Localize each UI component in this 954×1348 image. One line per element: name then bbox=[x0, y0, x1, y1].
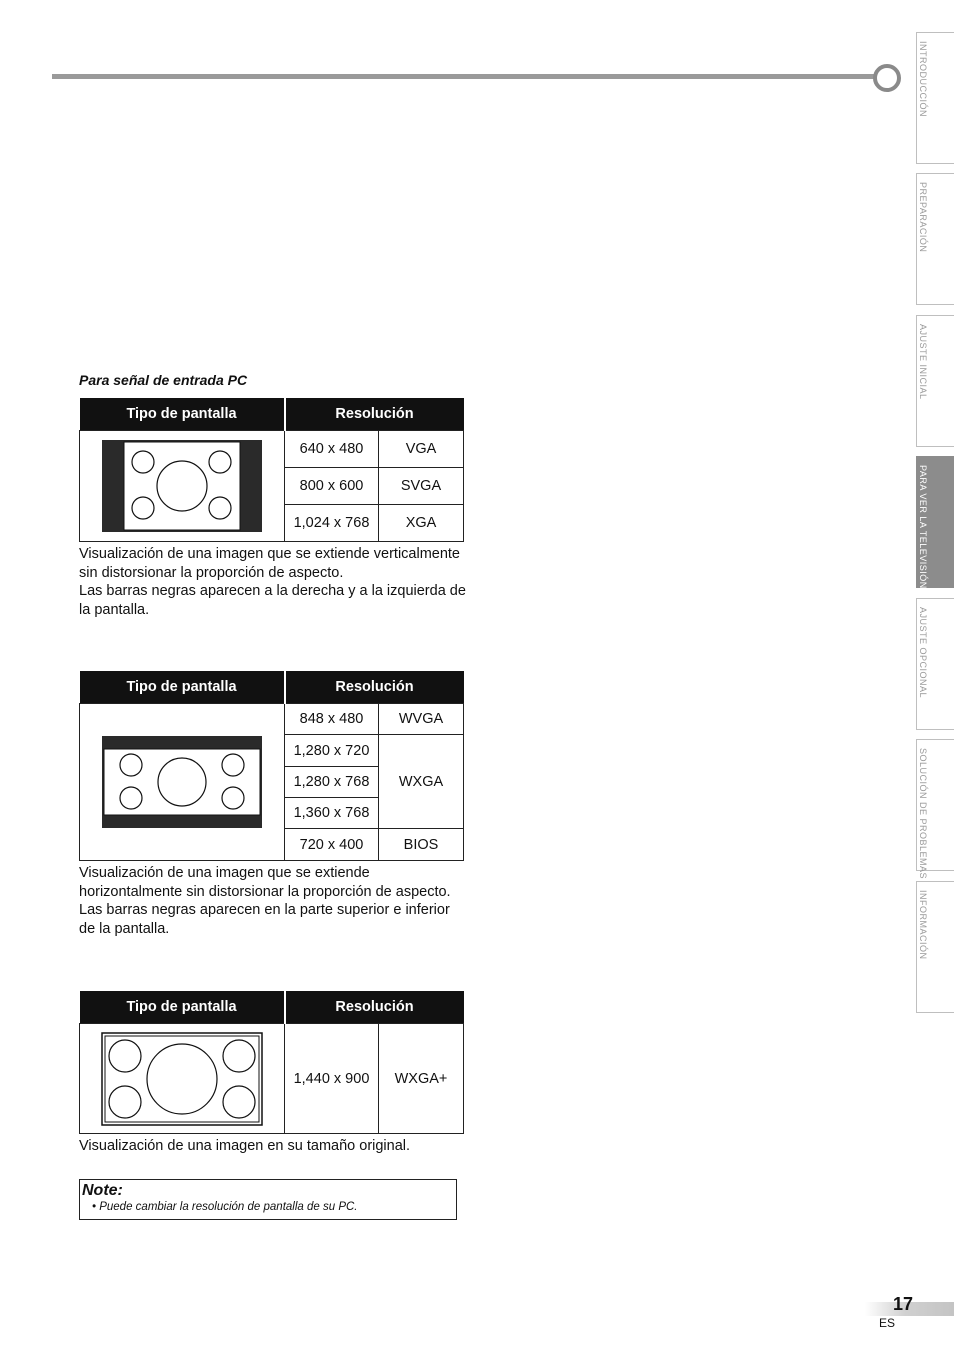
res-name: XGA bbox=[379, 505, 464, 542]
header-resolution: Resolución bbox=[285, 991, 464, 1024]
resolution-table-2 bbox=[79, 671, 464, 861]
screen-diagram-original bbox=[101, 1032, 263, 1126]
side-tab-para-ver-la-television[interactable]: PARA VER LA TELEVISIÓN bbox=[916, 456, 954, 588]
screen-diagram-pillarbox bbox=[102, 440, 262, 532]
res-value: 800 x 600 bbox=[285, 468, 379, 505]
res-value: 1,024 x 768 bbox=[285, 505, 379, 542]
res-value: 848 x 480 bbox=[285, 704, 379, 735]
res-name: WVGA bbox=[379, 704, 464, 735]
res-value: 720 x 400 bbox=[285, 829, 379, 861]
side-tab-solucion-de-problemas[interactable]: SOLUCIÓN DE PROBLEMAS bbox=[916, 739, 954, 871]
res-value: 1,280 x 768 bbox=[285, 767, 379, 798]
letterbox-diagram-cell bbox=[80, 704, 285, 861]
note-title: Note: bbox=[82, 1182, 123, 1199]
screen-diagram-letterbox bbox=[102, 736, 262, 828]
section-title: Para señal de entrada PC bbox=[79, 372, 248, 388]
header-screen-type: Tipo de pantalla bbox=[80, 398, 285, 431]
sidebar-bars-diagram bbox=[80, 431, 285, 542]
side-tab-informacion[interactable]: INFORMACIÓN bbox=[916, 881, 954, 1013]
res-name: WXGA bbox=[379, 735, 464, 829]
res-name: BIOS bbox=[379, 829, 464, 861]
header-screen-type: Tipo de pantalla bbox=[80, 991, 285, 1024]
note-box bbox=[79, 1179, 457, 1220]
res-value: 640 x 480 bbox=[285, 431, 379, 468]
page-language: ES bbox=[879, 1316, 896, 1330]
resolution-table-1 bbox=[79, 398, 464, 542]
side-tab-ajuste-opcional[interactable]: AJUSTE OPCIONAL bbox=[916, 598, 954, 730]
header-resolution: Resolución bbox=[285, 671, 464, 704]
header-rule-end-circle bbox=[873, 64, 901, 92]
side-tab-preparacion[interactable]: PREPARACIÓN bbox=[916, 173, 954, 305]
header-screen-type: Tipo de pantalla bbox=[80, 671, 285, 704]
header-rule bbox=[52, 74, 878, 79]
res-name: SVGA bbox=[379, 468, 464, 505]
header-resolution: Resolución bbox=[285, 398, 464, 431]
res-value: 1,360 x 768 bbox=[285, 798, 379, 829]
table3-description: Visualización de una imagen en su tamaño original. bbox=[79, 1138, 411, 1154]
note-text: • Puede cambiar la resolución de pantalla de su PC. bbox=[92, 1201, 358, 1213]
res-name: WXGA+ bbox=[379, 1024, 464, 1134]
resolution-table-3 bbox=[79, 991, 464, 1134]
table2-description: Visualización de una imagen que se extiende horizontalmente sin distorsionar la proporción de aspecto. Las barras negras aparecen en la parte superior e inferior de la pantalla. bbox=[79, 865, 451, 937]
res-value: 1,280 x 720 bbox=[285, 735, 379, 767]
page-number: 17 bbox=[893, 1294, 914, 1314]
res-value: 1,440 x 900 bbox=[285, 1024, 379, 1134]
side-tab-introduccion[interactable]: INTRODUCCIÓN bbox=[916, 32, 954, 164]
res-name: VGA bbox=[379, 431, 464, 468]
table1-description: Visualización de una imagen que se extiende verticalmente sin distorsionar la proporción de aspecto. Las barras negras aparecen a la derecha y a la izquierda de la pantalla. bbox=[79, 546, 466, 618]
side-tab-ajuste-inicial[interactable]: AJUSTE INICIAL bbox=[916, 315, 954, 447]
original-size-diagram-cell bbox=[80, 1024, 285, 1134]
